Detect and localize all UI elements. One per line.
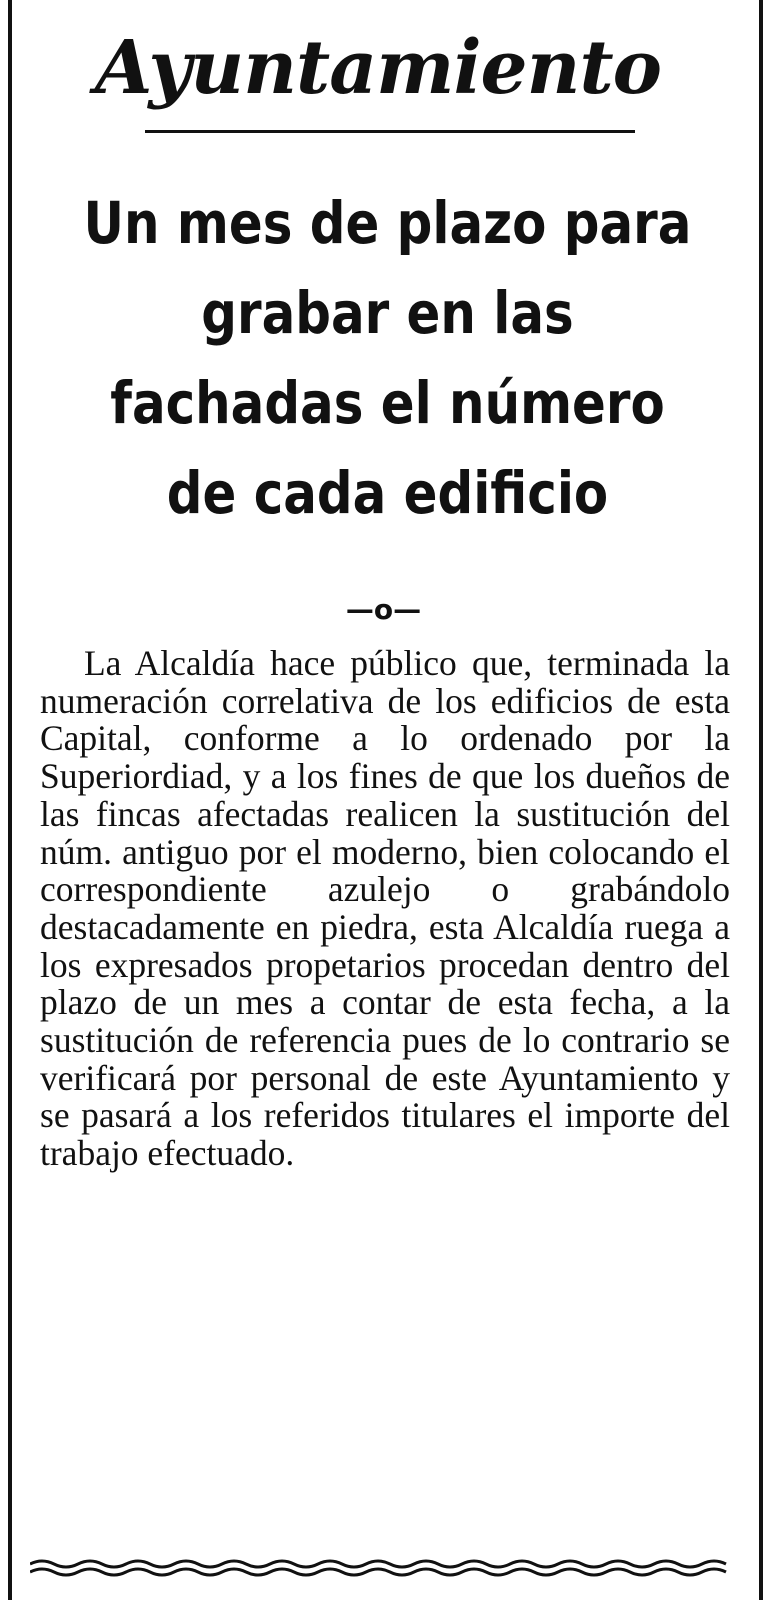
column-rule-left (8, 0, 12, 1600)
article-headline: Un mes de plazo para grabar en las fachadas el número de cada edificio (83, 189, 692, 527)
article-body: La Alcaldía hace público que, terminada la numeración correlativa de los edificios de esta Capital, conforme a lo ordenado por la Superiordiad, y a los fines de que los dueños de las fincas afectadas realicen la sustitución del núm. antiguo por el moderno, bien colocando el correspondiente azulejo o grabándolo destacadamente en piedra, esta Alcaldía ruega a los expresados propetarios procedan dentro del plazo de un mes a contar de esta fecha, a la sustitución de referencia pues de lo contrario se verificará por personal de este Ayuntamiento y se pasará a los referidos titulares el importe del trabajo efectuado. (40, 643, 730, 1174)
wavy-divider (30, 1555, 730, 1579)
article-separator: —o— (345, 593, 422, 626)
section-title: Ayuntamiento (95, 25, 661, 111)
section-header (95, 18, 661, 143)
section-title-underline (145, 130, 635, 133)
column-rule-right (759, 0, 763, 1600)
